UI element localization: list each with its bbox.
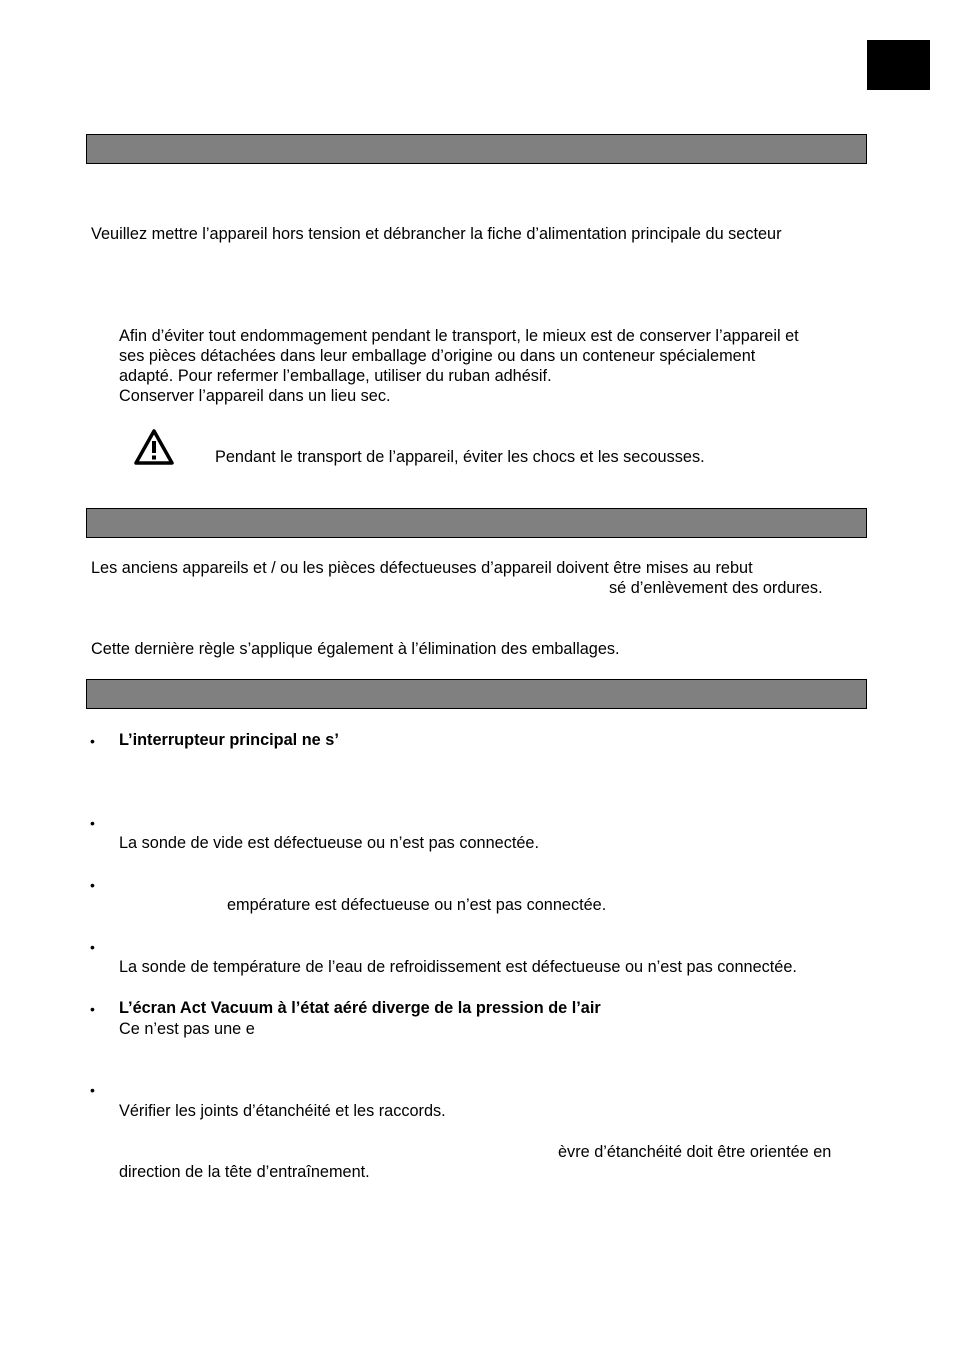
disposal-line-3: Cette dernière règle s’applique également à l’élimination des emballages.: [91, 640, 620, 658]
transport-paragraph-line-1: Afin d’éviter tout endommagement pendant le transport, le mieux est de conserver l’appareil et: [119, 327, 799, 345]
check-seals-text: Vérifier les joints d’étanchéité et les raccords.: [119, 1102, 446, 1120]
bullet-4: •: [90, 939, 95, 955]
bullet-6: •: [90, 1082, 95, 1098]
act-vacuum-issue-text: Ce n’est pas une e: [119, 1020, 255, 1038]
seal-orientation-text-2: direction de la tête d’entraînement.: [119, 1163, 370, 1181]
main-switch-issue-title: L’interrupteur principal ne s’: [119, 731, 339, 749]
section-header-bar-1: [86, 134, 867, 164]
section-header-bar-2: [86, 508, 867, 538]
warning-text: Pendant le transport de l’appareil, éviter les chocs et les secousses.: [215, 448, 705, 466]
section-header-bar-3: [86, 679, 867, 709]
transport-paragraph-line-4: Conserver l’appareil dans un lieu sec.: [119, 387, 391, 405]
vacuum-sensor-text: La sonde de vide est défectueuse ou n’est pas connectée.: [119, 834, 539, 852]
act-vacuum-issue-title: L’écran Act Vacuum à l’état aéré diverge de la pression de l’air: [119, 999, 601, 1017]
bullet-5: •: [90, 1001, 95, 1017]
bullet-1: •: [90, 733, 95, 749]
bullet-3: •: [90, 877, 95, 893]
bullet-2: •: [90, 815, 95, 831]
seal-orientation-text-1: èvre d’étanchéité doit être orientée en: [558, 1143, 832, 1161]
page-tab-marker: [867, 40, 930, 90]
transport-paragraph-line-2: ses pièces détachées dans leur emballage d’origine ou dans un conteneur spécialement: [119, 347, 756, 365]
transport-paragraph-line-3: adapté. Pour refermer l’emballage, utiliser du ruban adhésif.: [119, 367, 552, 385]
disposal-line-2: sé d’enlèvement des ordures.: [609, 579, 823, 597]
disposal-line-1: Les anciens appareils et / ou les pièces défectueuses d’appareil doivent être mises au rebut: [91, 559, 753, 577]
temperature-sensor-text: empérature est défectueuse ou n’est pas connectée.: [227, 896, 607, 914]
warning-triangle-icon: [133, 428, 175, 466]
unplug-instruction: Veuillez mettre l’appareil hors tension et débrancher la fiche d’alimentation principale du secteur: [91, 225, 782, 243]
cooling-water-sensor-text: La sonde de température de l’eau de refroidissement est défectueuse ou n’est pas connectée.: [119, 958, 797, 976]
